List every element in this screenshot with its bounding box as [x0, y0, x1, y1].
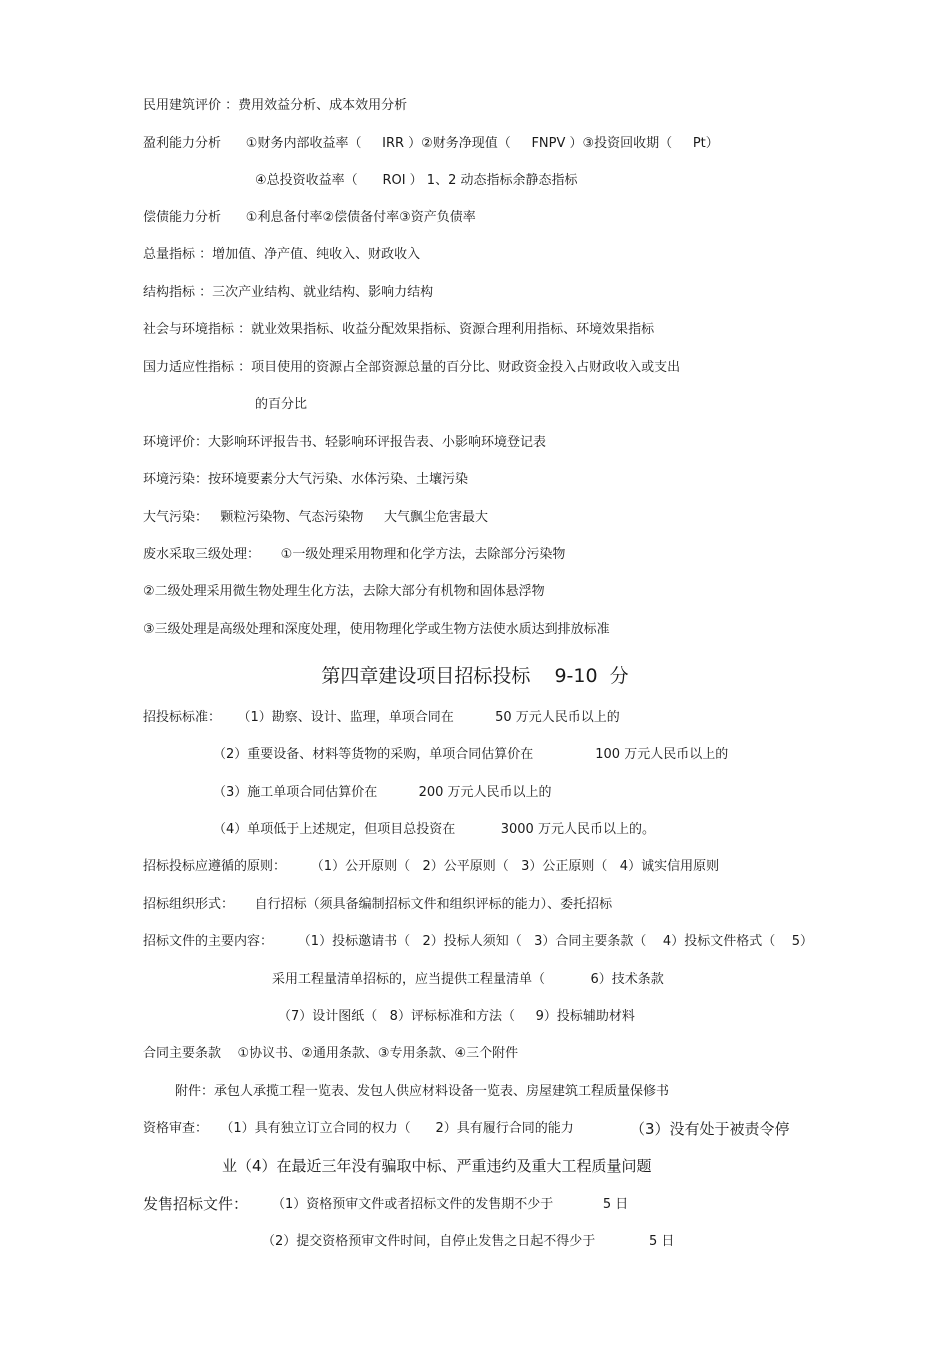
- text-line: （2）重要设备、材料等货物的采购，单项合同估算价在 100 万元人民币以上的: [213, 747, 729, 762]
- text-line: 招标文件的主要内容： （1）投标邀请书（ 2）投标人须知（ 3）合同主要条款（ 4）投标文件格式（ 5）: [143, 934, 814, 949]
- text-line: 总量指标 ：增加值、净产值、纯收入、财政收入: [143, 247, 421, 262]
- text-line: 社会与环境指标 ：就业效果指标、收益分配效果指标、资源合理利用指标、环境效果指标: [143, 322, 655, 337]
- text-line: 招投标标准： （1）勘察、设计、监理，单项合同在 50 万元人民币以上的: [143, 710, 620, 725]
- text-line: 盈利能力分析 ①财务内部收益率（ IRR ）②财务净现值（ FNPV ）③投资回收期（ Pt）: [143, 136, 719, 151]
- text-line: 采用工程量清单招标的，应当提供工程量清单（ 6）技术条款: [272, 972, 664, 987]
- text-line: 结构指标 ：三次产业结构、就业结构、影响力结构: [143, 285, 434, 300]
- text-line: （3）没有处于被责令停: [630, 1120, 790, 1138]
- text-line: 的百分比: [255, 397, 308, 412]
- text-line: 大气污染： 颗粒污染物、气态污染物 大气飘尘危害最大: [143, 510, 489, 525]
- text-line: 招标组织形式： 自行招标（须具备编制招标文件和组织评标的能力）、委托招标: [143, 897, 613, 912]
- text-line: 附件：承包人承揽工程一览表、发包人供应材料设备一览表、房屋建筑工程质量保修书: [175, 1084, 670, 1099]
- chapter-title: 第四章建设项目招标投标 9-10 分: [321, 665, 629, 687]
- text-line: （7）设计图纸（ 8）评标标准和方法（ 9）投标辅助材料: [278, 1009, 635, 1024]
- text-line: 环境评价：大影响环评报告书、轻影响环评报告表、小影响环境登记表: [143, 435, 547, 450]
- text-line: ③三级处理是高级处理和深度处理，使用物理化学或生物方法使水质达到排放标准: [143, 622, 610, 637]
- text-line: ④总投资收益率（ ROI ） 1、2 动态指标余静态指标: [255, 173, 578, 188]
- text-line: （2）提交资格预审文件时间，自停止发售之日起不得少于 5 日: [262, 1234, 675, 1249]
- text-line: 环境污染：按环境要素分大气污染、水体污染、土壤污染: [143, 472, 469, 487]
- text-line: （3）施工单项合同估算价在 200 万元人民币以上的: [213, 785, 552, 800]
- text-line: 招标投标应遵循的原则： （1）公开原则（ 2）公平原则（ 3）公正原则（ 4）诚实信用原则: [143, 859, 720, 874]
- text-line: 国力适应性指标 ：项目使用的资源占全部资源总量的百分比、财政资金投入占财政收入或支出: [143, 360, 681, 375]
- text-line: 偿债能力分析 ①利息备付率②偿债备付率③资产负债率: [143, 210, 476, 225]
- text-line: 民用建筑评价 ：费用效益分析、成本效用分析: [143, 98, 408, 113]
- text-line: 业（4）在最近三年没有骗取中标、严重违约及重大工程质量问题: [222, 1157, 652, 1175]
- text-line: 合同主要条款 ①协议书、②通用条款、③专用条款、④三个附件: [143, 1046, 519, 1061]
- text-line: ②二级处理采用微生物处理生化方法，去除大部分有机物和固体悬浮物: [143, 584, 545, 599]
- text-line: （1）资格预审文件或者招标文件的发售期不少于 5 日: [272, 1197, 629, 1212]
- text-line: 发售招标文件：: [143, 1195, 249, 1213]
- text-line: （4）单项低于上述规定，但项目总投资在 3000 万元人民币以上的。: [213, 822, 655, 837]
- text-line: 废水采取三级处理： ①一级处理采用物理和化学方法，去除部分污染物: [143, 547, 566, 562]
- text-line: 资格审查： （1）具有独立订立合同的权力（ 2）具有履行合同的能力: [143, 1121, 574, 1136]
